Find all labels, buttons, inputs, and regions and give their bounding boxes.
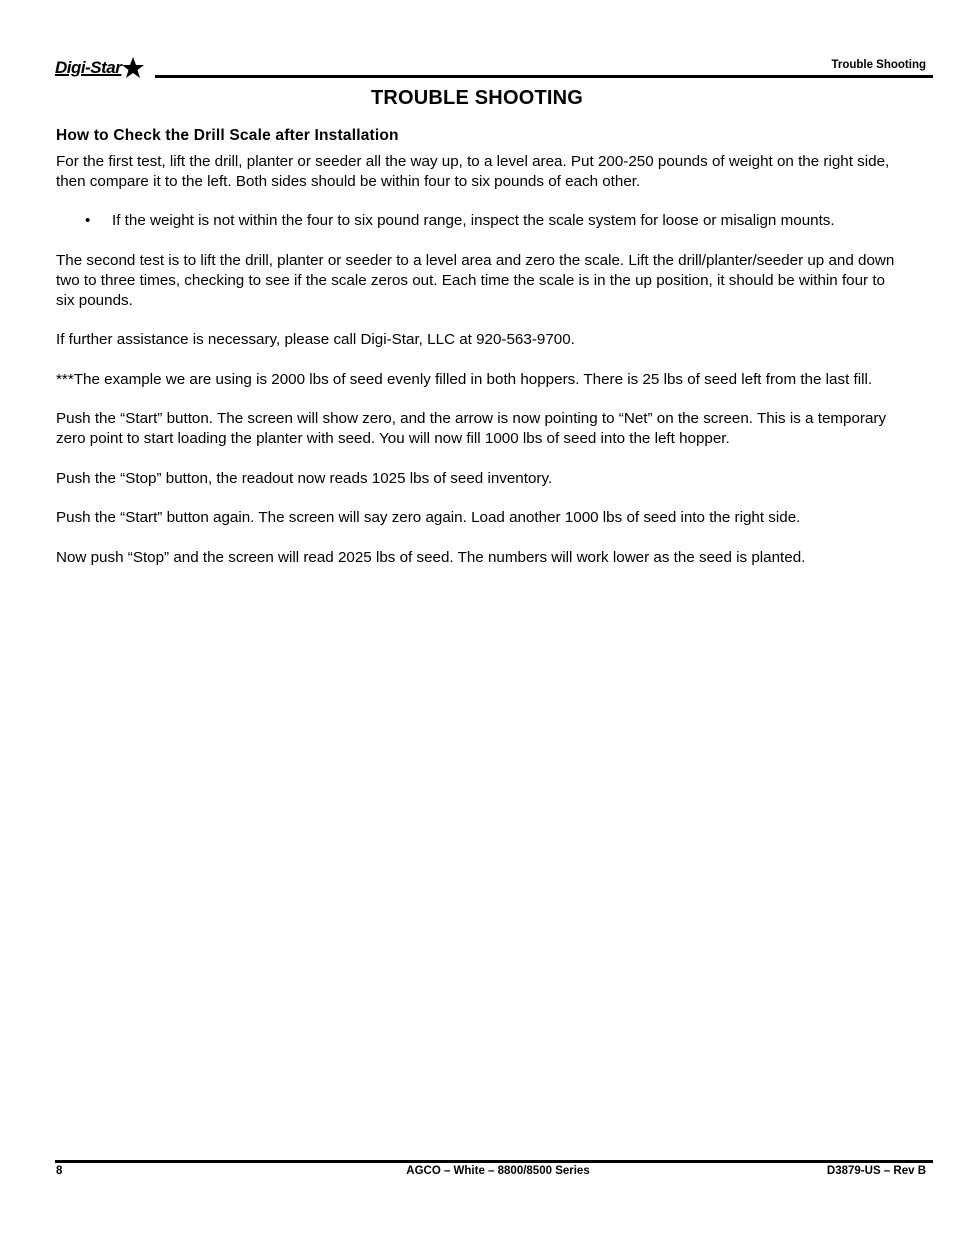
digi-star-logo [55,56,144,80]
paragraph: If further assistance is necessary, please call Digi-Star, LLC at 920-563-9700. [56,331,575,349]
section-heading: How to Check the Drill Scale after Installation [56,127,399,144]
paragraph: ***The example we are using is 2000 lbs of seed evenly filled in both hoppers. There is 25 lbs of seed left from the last fill. [56,370,873,388]
bullet-text: If the weight is not within the four to six pound range, inspect the scale system for loose or misalign mounts. [112,212,835,230]
page-number: 8 [56,1165,63,1177]
logo-text: Digi-Star [55,58,122,77]
paragraph: For the first test, lift the drill, planter or seeder all the way up, to a level area. Put 200-250 pounds of weight on the right side, then compare it to the left. Both sides should be within four to six pounds of each other. [56,153,890,190]
paragraph: Now push “Stop” and the screen will read 2025 lbs of seed. The numbers will work lower as the seed is planted. [56,548,806,566]
page-title: TROUBLE SHOOTING [370,87,584,109]
page-header [55,52,933,80]
header-rule [155,75,933,78]
page-footer [55,1160,933,1182]
header-section-title: Trouble Shooting [831,59,926,71]
body-text [56,152,906,588]
paragraph: Push the “Stop” button, the readout now reads 1025 lbs of seed inventory. [56,469,553,487]
paragraph: The second test is to lift the drill, planter or seeder to a level area and zero the scale. Lift the drill/planter/seeder up and down two to three times, checking to see if the scale zeros out. Each time the scale is in the up position, it should be within four to six pounds. [56,251,895,309]
star-icon [118,57,144,79]
footer-series: AGCO – White – 8800/8500 Series [406,1165,590,1177]
footer-doc-id: D3879-US – Rev B [826,1165,926,1177]
bullet-dot: • [85,212,91,230]
paragraph: Push the “Start” button. The screen will show zero, and the arrow is now pointing to “Net” on the screen. This is a temporary zero point to start loading the planter with seed. You will now fill 1000 lbs of seed into the left hopper. [56,410,887,448]
bullet-item [56,211,906,231]
paragraph: Push the “Start” button again. The screen will say zero again. Load another 1000 lbs of seed into the right side. [56,509,801,527]
footer-rule [55,1160,933,1163]
